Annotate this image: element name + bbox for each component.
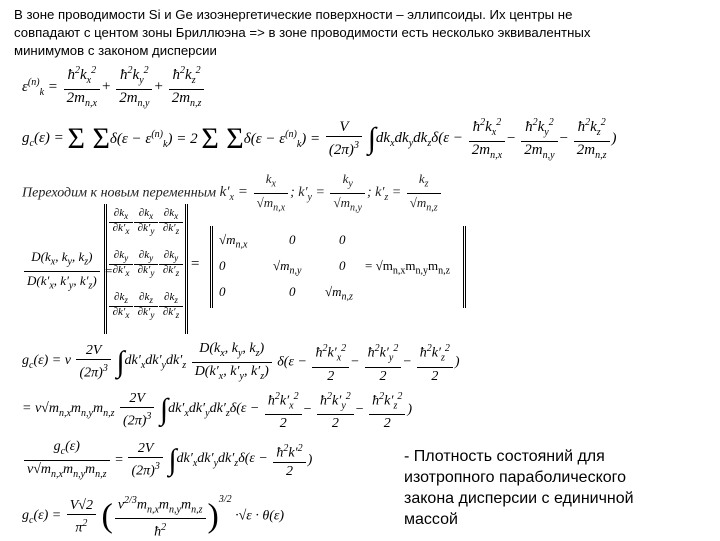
final-equation: $g_c(\varepsilon)$ = $\frac{V√2}{\pi^2}$ ( $\frac{\nu^{2/3}m_{n,x}m_{n,y}m_{n,z}}{ħ^2}$ )$^{3/2}$ ·√ε · θ(ε)	[22, 493, 285, 541]
intro-text	[14, 6, 704, 60]
equals-sign-1: =	[190, 256, 201, 272]
isotropic-equation: $\frac{g_c(\varepsilon)}{\nu√m_{n,x}m_{n,y}m_{n,z}}$ = $\frac{2V}{(2\pi)^3}$ $\int dk'_xdk'_ydk'_z\delta(\varepsilon$ − $\frac{ħ^2k'^2}{2}$ )	[22, 438, 312, 483]
note-text	[404, 446, 704, 530]
diagonal-determinant: $√m_{n,x}$ 0 0 0 $√m_{n,y}$ 0 0 0 $√m_{n,z}$ = $√m_{n,x}m_{n,y}m_{n,z}$	[210, 226, 466, 308]
reduced-equation: = $\nu√m_{n,x}m_{n,y}m_{n,z}$ $\frac{2V}{(2\pi)^3}$ $\int dk'_xdk'_ydk'_z\delta(\varepsilon$ − $\frac{ħ^2k'_x^2}{2}$ − $\frac{ħ^2k'_y^2}{2}$ − $\frac{ħ^2k'_z^2}{2}$ )	[22, 388, 412, 432]
note-line-4: массой	[404, 511, 458, 528]
intro-line-3: минимумов с законом дисперсии	[14, 43, 217, 58]
jacobian-label: $\frac{D(k_x, k_y, k_z)}{D(k'_x, k'_y, k'_z)}$ =	[22, 248, 112, 294]
density-of-states-sum-equation: $g_c(\varepsilon) = \Sigma$ $\Sigma\delta(\varepsilon - \varepsilon^{(n)}_k) = 2$ Σ $\Sigma\delta(\varepsilon - \varepsilon^{(n)}_k)$ = $\frac{V}{(2\pi)^3}$ $\int dk_xdk_ydk_z\delta(\varepsilon$ − $\frac{ħ^2k_x^2}{2m_{n,x}}$ − $\frac{ħ^2k_y^2}{2m_{n,y}}$ − $\frac{ħ^2k_z^2}{2m_{n,z}}$ )	[22, 114, 617, 164]
note-line-1: - Плотность состояний для	[404, 448, 605, 465]
intro-line-2: совпадают с центом зоны Бриллюэна => в зоне проводимости есть несколько эквивалентных	[14, 25, 591, 40]
intro-line-1: В зоне проводимости Si и Ge изоэнергетические поверхности – эллипсоиды. Их центры не	[14, 7, 573, 22]
note-line-3: закона дисперсии с единичной	[404, 490, 634, 507]
note-line-2: изотропного параболического	[404, 469, 627, 486]
jacobian-matrix: $\partial k_x$ $\partial k'_x$ $\partial k_x$ $\partial k'_y$ $\partial k_x$ $\partial k'_z$ $\partial k_y$ $\partial k'_x$ $\partial k_y$ $\partial k'_y$ $\partial k_y$ $\partial k'_z$ $\partial k_z$ $\partial k'_x$ $\partial k_z$ $\partial k'_y$ $\partial k_z$ $\partial k'_z$	[104, 204, 188, 334]
change-of-variables: Переходим к новым переменным $k'_x$ = $\frac{k_x}{√m_{n,x}}$ ; $k'_y$ = $\frac{k_y}{√m_{n,y}}$ ; $k'_z$ = $\frac{k_z}{√m_{n,z}}$	[22, 170, 443, 216]
density-of-states-jacobian-equation: $g_c(\varepsilon) = \nu$ $\frac{2V}{(2\pi)^3}$ $\int dk'_xdk'_ydk'_z$ $\frac{D(k_x, k_y, k_z)}{D(k'_x, k'_y, k'_z)}$ δ(ε − $\frac{ħ^2k'_x^2}{2}$ − $\frac{ħ^2k'_y^2}{2}$ − $\frac{ħ^2k'_z^2}{2}$ )	[22, 341, 460, 384]
transition-text: Переходим к новым переменным	[22, 185, 217, 201]
dispersion-equation: $\varepsilon^{(n)}_k$ = $\frac{ħ^2k_x^2}{2m_{n,x}}$ + $\frac{ħ^2k_y^2}{2m_{n,y}}$ + $\frac{ħ^2k_z^2}{2m_{n,z}}$	[22, 62, 206, 112]
